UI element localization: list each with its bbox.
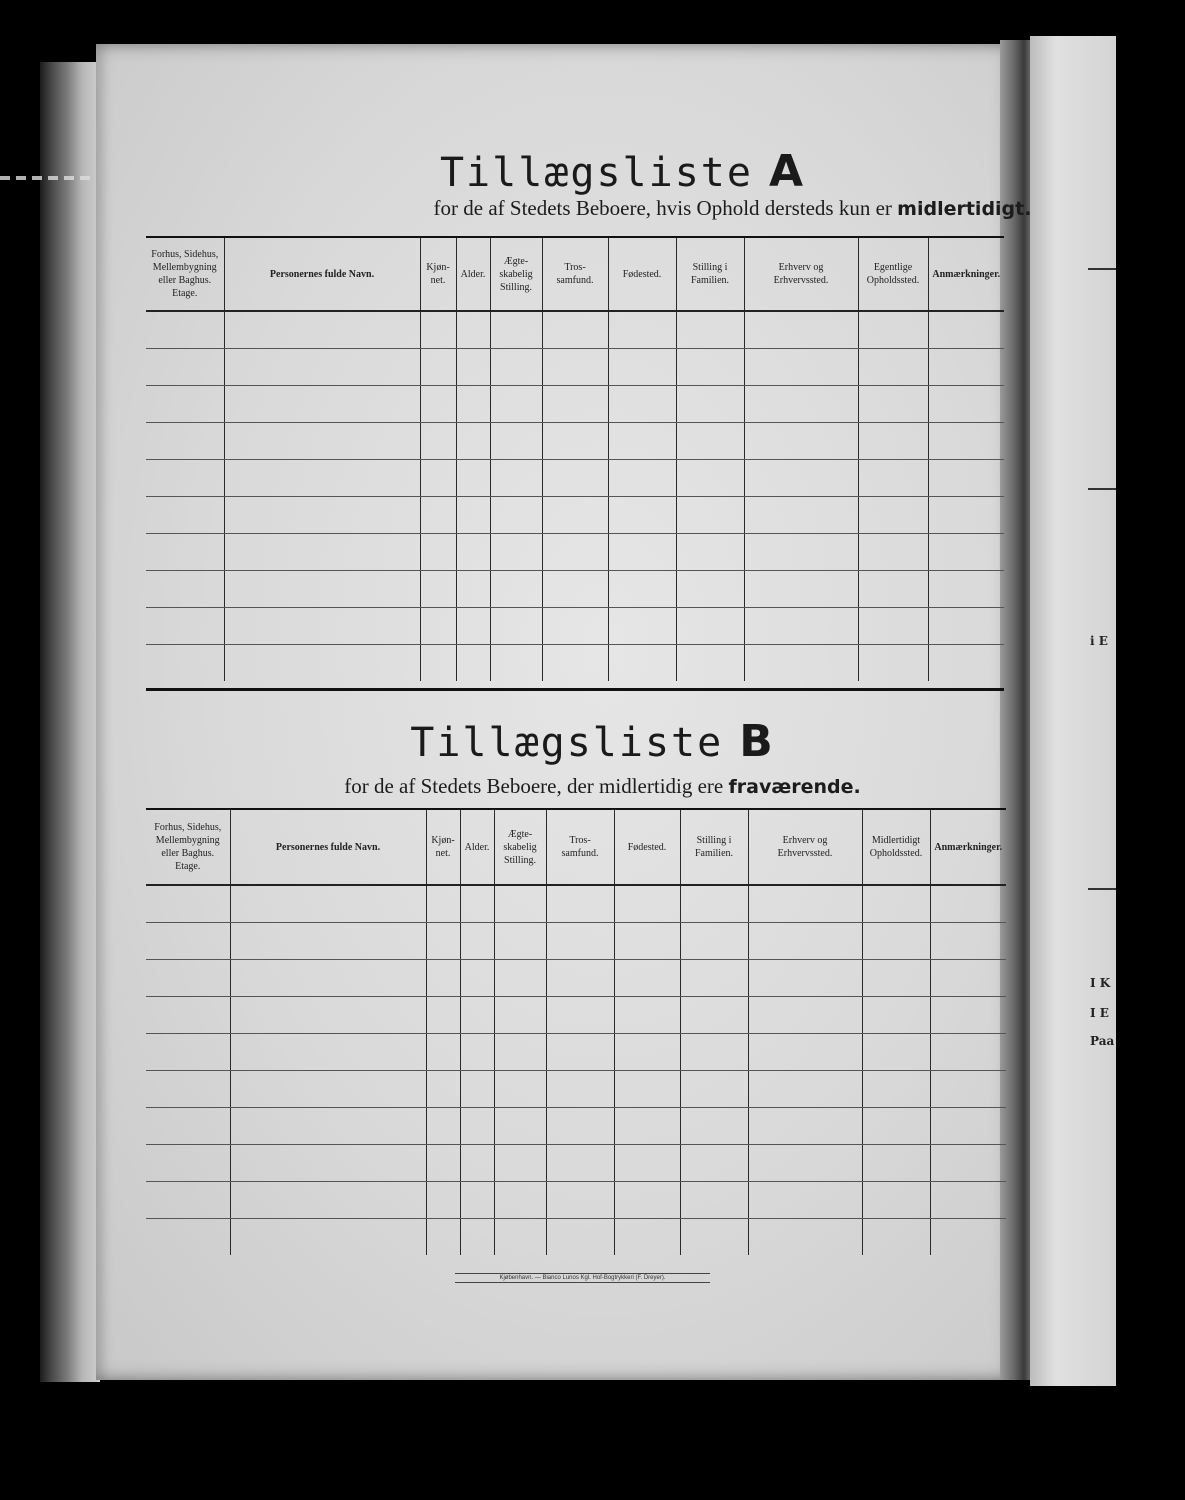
table-cell [494, 885, 546, 922]
table-cell [146, 1107, 230, 1144]
table-cell [676, 570, 744, 607]
table-cell [146, 311, 224, 348]
table-cell [748, 1107, 862, 1144]
table-cell [542, 570, 608, 607]
table-cell [930, 959, 1006, 996]
table-cell [420, 533, 456, 570]
table-cell [546, 1218, 614, 1255]
table-cell [146, 570, 224, 607]
table-row [146, 1070, 1006, 1107]
table-cell [928, 348, 1004, 385]
table-cell [676, 422, 744, 459]
table-cell [490, 570, 542, 607]
table-cell [426, 996, 460, 1033]
table-cell [608, 422, 676, 459]
table-cell [460, 1144, 494, 1181]
table-cell [420, 459, 456, 496]
table-cell [230, 922, 426, 959]
table-cell [744, 385, 858, 422]
list-b-col-header: Alder. [460, 809, 494, 885]
table-cell [680, 959, 748, 996]
table-row [146, 996, 1006, 1033]
table-cell [748, 959, 862, 996]
table-row [146, 422, 1004, 459]
table-cell [224, 570, 420, 607]
table-cell [546, 1181, 614, 1218]
table-cell [460, 1218, 494, 1255]
table-cell [494, 1107, 546, 1144]
table-cell [748, 1218, 862, 1255]
table-cell [146, 996, 230, 1033]
list-a-title: Tillægsliste [439, 150, 753, 196]
table-row [146, 607, 1004, 644]
table-cell [748, 1070, 862, 1107]
table-cell [744, 644, 858, 681]
list-a-subtitle [0, 196, 1185, 221]
list-b-subtitle [0, 774, 1185, 799]
table-cell [858, 570, 928, 607]
table-cell [460, 1033, 494, 1070]
table-cell [930, 1070, 1006, 1107]
table-cell [744, 459, 858, 496]
table-cell [680, 1144, 748, 1181]
table-cell [680, 1107, 748, 1144]
table-cell [608, 644, 676, 681]
table-cell [460, 1181, 494, 1218]
table-cell [614, 1181, 680, 1218]
table-cell [546, 885, 614, 922]
table-cell [224, 644, 420, 681]
list-b-letter: B [739, 716, 775, 767]
table-cell [862, 1218, 930, 1255]
table-cell [460, 1107, 494, 1144]
table-cell [614, 1033, 680, 1070]
table-cell [546, 959, 614, 996]
table-cell [614, 1107, 680, 1144]
table-cell [490, 533, 542, 570]
table-cell [608, 459, 676, 496]
table-cell [858, 644, 928, 681]
table-row [146, 1107, 1006, 1144]
list-a-col-header: Stilling i Familien. [676, 237, 744, 311]
table-cell [456, 459, 490, 496]
table-cell [744, 496, 858, 533]
list-b-col-header: Personernes fulde Navn. [230, 809, 426, 885]
table-cell [420, 311, 456, 348]
table-cell [426, 1033, 460, 1070]
table-cell [862, 1181, 930, 1218]
table-cell [546, 1033, 614, 1070]
table-cell [858, 459, 928, 496]
table-cell [680, 1033, 748, 1070]
table-cell [928, 311, 1004, 348]
table-row [146, 348, 1004, 385]
table-cell [862, 1033, 930, 1070]
table-cell [490, 348, 542, 385]
table-cell [420, 607, 456, 644]
list-a-body [146, 311, 1004, 681]
table-cell [542, 348, 608, 385]
table-cell [494, 1070, 546, 1107]
adjacent-page-rule [1088, 488, 1116, 490]
table-cell [420, 422, 456, 459]
table-cell [426, 1181, 460, 1218]
table-cell [546, 1144, 614, 1181]
table-cell [420, 644, 456, 681]
table-cell [614, 959, 680, 996]
table-cell [930, 1144, 1006, 1181]
table-cell [224, 459, 420, 496]
table-cell [494, 1144, 546, 1181]
adjacent-page-rule [1088, 888, 1116, 890]
table-cell [608, 607, 676, 644]
table-cell [542, 533, 608, 570]
table-cell [928, 385, 1004, 422]
table-cell [928, 496, 1004, 533]
table-cell [676, 348, 744, 385]
table-cell [146, 533, 224, 570]
table-cell [744, 533, 858, 570]
list-a-subtitle-text: for de af Stedets Beboere, hvis Ophold dersteds kun er [433, 196, 898, 220]
table-cell [676, 459, 744, 496]
table-cell [494, 1033, 546, 1070]
table-cell [680, 1181, 748, 1218]
table-cell [744, 570, 858, 607]
table-cell [748, 1181, 862, 1218]
list-b-table [146, 808, 1006, 1255]
list-a-letter: A [768, 146, 806, 197]
table-cell [928, 459, 1004, 496]
table-cell [680, 922, 748, 959]
table-cell [230, 1107, 426, 1144]
table-cell [546, 996, 614, 1033]
table-cell [456, 422, 490, 459]
table-cell [614, 1144, 680, 1181]
adjacent-page-text: I K [1090, 976, 1111, 990]
table-cell [146, 1144, 230, 1181]
table-cell [426, 922, 460, 959]
list-b-col-header: Ægte- skabelig Stilling. [494, 809, 546, 885]
table-row [146, 1033, 1006, 1070]
table-row [146, 959, 1006, 996]
table-cell [146, 385, 224, 422]
table-cell [608, 385, 676, 422]
table-cell [146, 922, 230, 959]
table-cell [614, 1070, 680, 1107]
table-cell [230, 1144, 426, 1181]
list-a-col-header: Egentlige Opholdssted. [858, 237, 928, 311]
table-cell [426, 1070, 460, 1107]
table-cell [542, 459, 608, 496]
table-cell [928, 607, 1004, 644]
table-cell [928, 422, 1004, 459]
table-cell [456, 311, 490, 348]
table-cell [494, 1181, 546, 1218]
list-a-col-header: Kjøn- net. [420, 237, 456, 311]
table-cell [676, 644, 744, 681]
table-cell [490, 422, 542, 459]
table-cell [456, 348, 490, 385]
table-cell [490, 644, 542, 681]
table-row [146, 533, 1004, 570]
table-cell [546, 922, 614, 959]
table-cell [928, 644, 1004, 681]
table-cell [146, 1033, 230, 1070]
list-a-col-header: Tros- samfund. [542, 237, 608, 311]
table-cell [930, 996, 1006, 1033]
table-cell [608, 570, 676, 607]
table-cell [748, 996, 862, 1033]
table-cell [930, 922, 1006, 959]
table-row [146, 1181, 1006, 1218]
table-cell [146, 496, 224, 533]
table-cell [748, 1144, 862, 1181]
table-cell [862, 996, 930, 1033]
table-cell [146, 885, 230, 922]
table-cell [542, 496, 608, 533]
list-b-body [146, 885, 1006, 1255]
table-cell [680, 1070, 748, 1107]
list-a-heading [0, 146, 1185, 197]
table-cell [744, 348, 858, 385]
table-cell [858, 496, 928, 533]
table-cell [146, 959, 230, 996]
table-cell [858, 533, 928, 570]
table-cell [608, 496, 676, 533]
table-cell [460, 1070, 494, 1107]
table-cell [420, 348, 456, 385]
table-cell [426, 885, 460, 922]
table-cell [420, 496, 456, 533]
table-cell [608, 348, 676, 385]
table-cell [542, 422, 608, 459]
table-cell [230, 1181, 426, 1218]
table-cell [608, 311, 676, 348]
table-cell [930, 1218, 1006, 1255]
table-cell [146, 348, 224, 385]
table-cell [608, 533, 676, 570]
table-cell [460, 922, 494, 959]
table-cell [614, 996, 680, 1033]
list-b-heading [0, 716, 1185, 767]
table-cell [456, 496, 490, 533]
table-cell [862, 922, 930, 959]
list-b-col-header: Forhus, Sidehus, Mellembygning eller Baghus. Etage. [154, 822, 222, 872]
table-cell [146, 459, 224, 496]
table-row [146, 496, 1004, 533]
table-cell [858, 607, 928, 644]
table-cell [230, 1070, 426, 1107]
table-cell [928, 570, 1004, 607]
table-row [146, 1218, 1006, 1255]
adjacent-page-text: Paa [1090, 1034, 1115, 1048]
table-cell [542, 644, 608, 681]
table-cell [542, 385, 608, 422]
list-b-col-header: Midlertidigt Opholdssted. [862, 809, 930, 885]
table-cell [676, 311, 744, 348]
table-cell [858, 311, 928, 348]
table-cell [224, 348, 420, 385]
table-cell [494, 996, 546, 1033]
table-cell [146, 644, 224, 681]
table-cell [928, 533, 1004, 570]
table-cell [542, 311, 608, 348]
table-cell [230, 996, 426, 1033]
list-a-header-row [146, 237, 1004, 311]
list-a-col-header: Alder. [456, 237, 490, 311]
list-b-header-row [146, 809, 1006, 885]
list-b-col-header: Fødested. [614, 809, 680, 885]
printer-imprint: Kjøbenhavn. — Bianco Lunos Kgl. Hof-Bogtrykkeri (F. Dreyer). [455, 1273, 710, 1283]
adjacent-page [1030, 36, 1116, 1386]
table-cell [748, 1033, 862, 1070]
table-row [146, 311, 1004, 348]
table-cell [676, 496, 744, 533]
table-cell [676, 607, 744, 644]
table-cell [420, 570, 456, 607]
table-row [146, 570, 1004, 607]
table-row [146, 644, 1004, 681]
table-cell [748, 885, 862, 922]
table-cell [490, 496, 542, 533]
table-cell [930, 1181, 1006, 1218]
table-cell [456, 385, 490, 422]
table-cell [146, 1070, 230, 1107]
table-cell [146, 422, 224, 459]
table-cell [546, 1107, 614, 1144]
table-cell [744, 311, 858, 348]
table-cell [426, 1107, 460, 1144]
table-cell [676, 533, 744, 570]
list-b-col-header: Stilling i Familien. [680, 809, 748, 885]
table-cell [420, 385, 456, 422]
table-cell [230, 885, 426, 922]
table-cell [456, 644, 490, 681]
list-a-col-header: Fødested. [608, 237, 676, 311]
list-b-subtitle-bold: fraværende. [728, 776, 861, 798]
table-cell [490, 459, 542, 496]
table-cell [748, 922, 862, 959]
table-cell [862, 959, 930, 996]
table-cell [542, 607, 608, 644]
list-a-col-header: Ægte- skabelig Stilling. [490, 237, 542, 311]
table-cell [426, 1218, 460, 1255]
table-cell [614, 922, 680, 959]
list-b-col-header: Erhverv og Erhvervssted. [748, 809, 862, 885]
table-cell [930, 885, 1006, 922]
table-cell [456, 607, 490, 644]
table-cell [426, 959, 460, 996]
table-cell [146, 1181, 230, 1218]
table-cell [426, 1144, 460, 1181]
table-cell [858, 348, 928, 385]
table-row [146, 922, 1006, 959]
table-cell [460, 996, 494, 1033]
table-cell [224, 607, 420, 644]
table-cell [930, 1107, 1006, 1144]
table-cell [744, 422, 858, 459]
table-cell [224, 496, 420, 533]
table-row [146, 1144, 1006, 1181]
table-cell [490, 607, 542, 644]
table-cell [862, 1070, 930, 1107]
table-cell [546, 1070, 614, 1107]
table-cell [862, 1107, 930, 1144]
list-a-col-header: Erhverv og Erhvervssted. [744, 237, 858, 311]
table-cell [744, 607, 858, 644]
section-divider [146, 688, 1004, 691]
list-b-col-header: Tros- samfund. [546, 809, 614, 885]
table-cell [858, 422, 928, 459]
table-cell [230, 959, 426, 996]
adjacent-page-rule [1088, 268, 1116, 270]
table-cell [862, 885, 930, 922]
list-a-table [146, 236, 1004, 681]
table-cell [676, 385, 744, 422]
table-cell [680, 885, 748, 922]
table-cell [224, 533, 420, 570]
list-a-col-header: Forhus, Sidehus, Mellembygning eller Baghus. Etage. [151, 249, 219, 299]
table-cell [494, 922, 546, 959]
table-cell [862, 1144, 930, 1181]
table-cell [230, 1033, 426, 1070]
table-cell [930, 1033, 1006, 1070]
table-cell [680, 1218, 748, 1255]
table-cell [224, 422, 420, 459]
table-cell [614, 1218, 680, 1255]
adjacent-page-text: I E [1090, 1006, 1109, 1020]
table-cell [494, 1218, 546, 1255]
table-cell [224, 385, 420, 422]
table-row [146, 885, 1006, 922]
table-cell [490, 311, 542, 348]
table-cell [224, 311, 420, 348]
list-a-col-header: Anmærkninger. [928, 237, 1004, 311]
adjacent-page-text: i E [1090, 634, 1108, 648]
table-row [146, 385, 1004, 422]
table-cell [614, 885, 680, 922]
table-cell [456, 570, 490, 607]
table-cell [490, 385, 542, 422]
list-a-col-header: Personernes fulde Navn. [224, 237, 420, 311]
list-b-subtitle-text: for de af Stedets Beboere, der midlertidig ere [344, 774, 729, 798]
list-b-col-header: Kjøn- net. [426, 809, 460, 885]
list-a-subtitle-bold: midlertidigt. [897, 198, 1032, 220]
table-cell [456, 533, 490, 570]
table-cell [460, 959, 494, 996]
table-cell [680, 996, 748, 1033]
table-cell [858, 385, 928, 422]
list-b-col-header: Anmærkninger. [930, 809, 1006, 885]
table-cell [146, 1218, 230, 1255]
table-cell [460, 885, 494, 922]
table-row [146, 459, 1004, 496]
table-cell [146, 607, 224, 644]
list-b-title: Tillægsliste [410, 720, 724, 766]
table-cell [230, 1218, 426, 1255]
table-cell [494, 959, 546, 996]
